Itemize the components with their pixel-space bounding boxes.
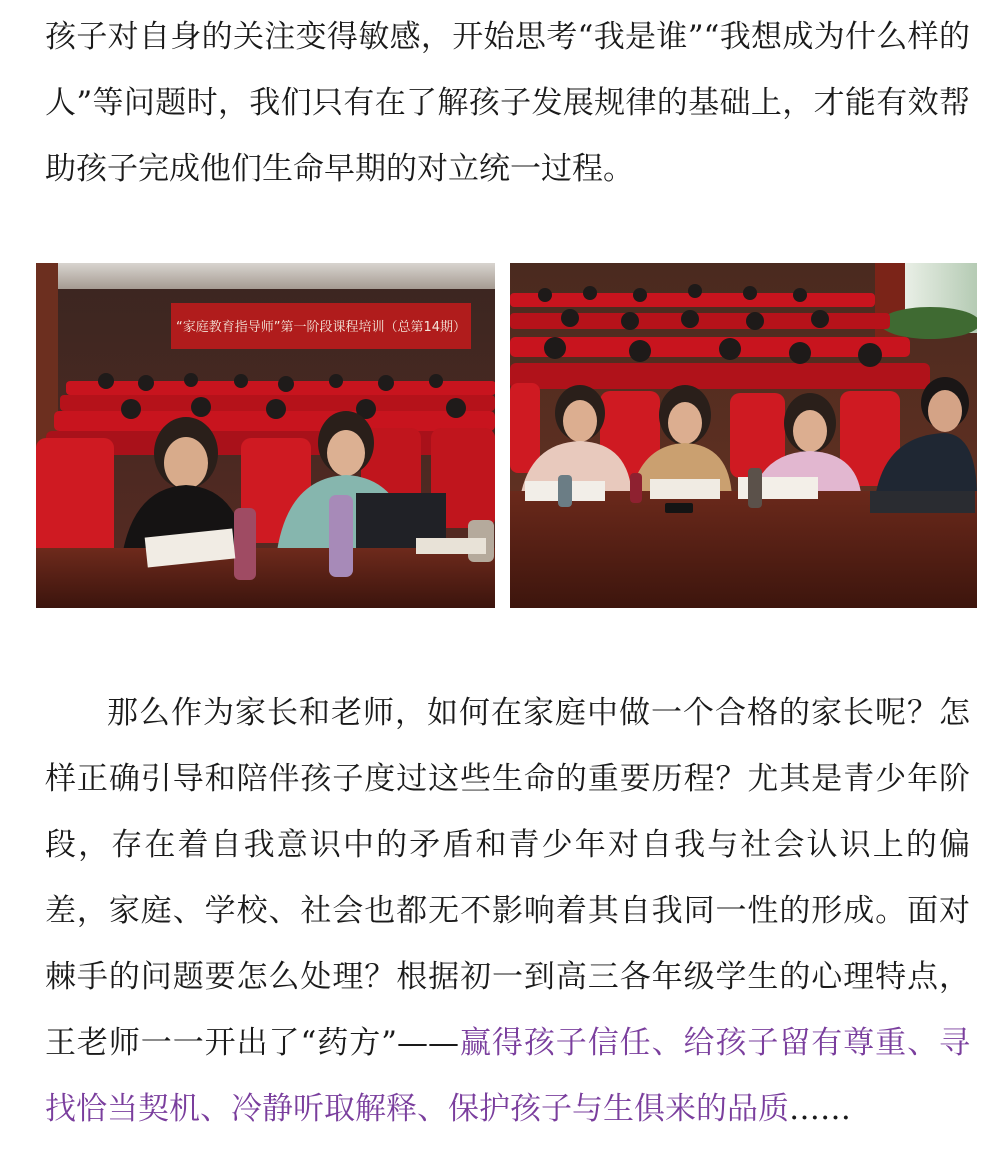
intro-paragraph bbox=[45, 4, 970, 202]
training-room-photo-left-image bbox=[36, 263, 495, 608]
ellipsis: …… bbox=[789, 1091, 851, 1127]
training-room-photo-right-image bbox=[510, 263, 977, 608]
banner-text: “家庭教育指导师”第一阶段课程培训（总第14期） bbox=[175, 320, 467, 335]
body-paragraph-text: 那么作为家长和老师，如何在家庭中做一个合格的家长呢？怎样正确引导和陪伴孩子度过这些生命的重要历程？尤其是青少年阶段，存在着自我意识中的矛盾和青少年对自我与社会认识上的偏差，家庭、学校、社会也都无不影响着其自我同一性的形成。面对棘手的问题要怎么处理？根据初一到高三各年级学生的心理特点，王老师一一开出了“药方”—— bbox=[45, 695, 970, 1061]
intro-paragraph-text: 孩子对自身的关注变得敏感，开始思考“我是谁”“我想成为什么样的人”等问题时，我们只有在了解孩子发展规律的基础上，才能有效帮助孩子完成他们生命早期的对立统一过程。 bbox=[45, 19, 970, 187]
training-room-photo-left bbox=[36, 263, 495, 608]
body-paragraph bbox=[45, 680, 970, 1142]
highlighted-remedies: 赢得孩子信任、给孩子留有尊重、寻找恰当契机、冷静听取解释、保护孩子与生俱来的品质 bbox=[45, 1025, 971, 1127]
training-room-photo-right bbox=[510, 263, 977, 608]
